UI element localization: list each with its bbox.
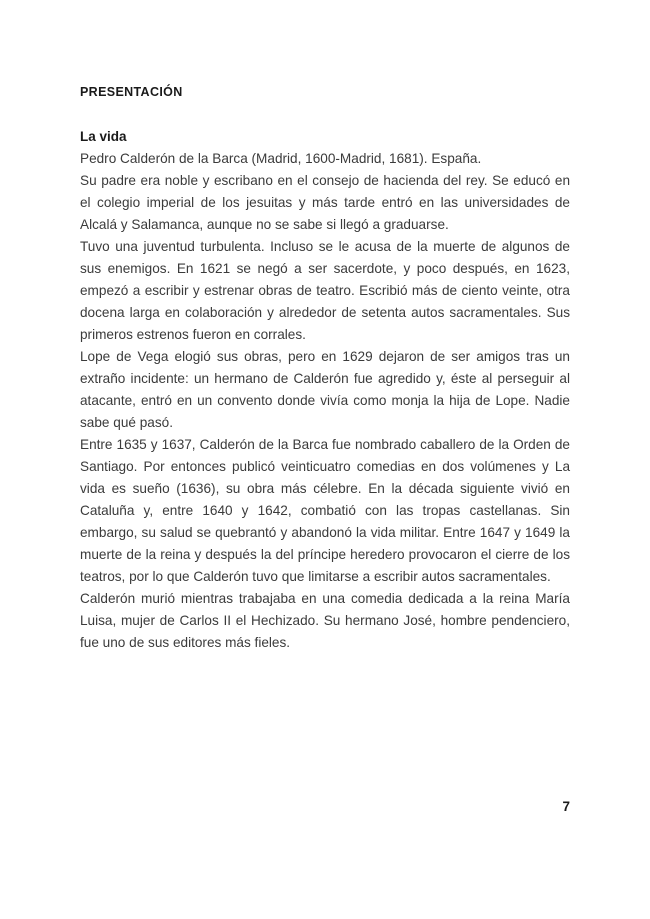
paragraph: Tuvo una juventud turbulenta. Incluso se le acusa de la muerte de algunos de sus enemigos. En 1621 se negó a ser sacerdote, y poco después, en 1623, empezó a escribir y estrenar obras de teatro. Escribió más de ciento veinte, otra docena larga en colaboración y alrededor de setenta autos sacramentales. Sus primeros estrenos fueron en corrales.: [80, 239, 570, 342]
paragraph: Entre 1635 y 1637, Calderón de la Barca fue nombrado caballero de la Orden de Santiago. Por entonces publicó veinticuatro comedias en dos volúmenes y La vida es sueño (1636), su obra más célebre. En la década siguiente vivió en Cataluña y, entre 1640 y 1642, combatió con las tropas castellanas. Sin embargo, su salud se quebrantó y abandonó la vida militar. Entre 1647 y 1649 la muerte de la reina y después la del príncipe heredero provocaron el cierre de los teatros, por lo que Calderón tuvo que limitarse a escribir autos sacramentales.: [80, 437, 570, 584]
subsection-heading: La vida: [80, 129, 127, 144]
page-title: PRESENTACIÓN: [80, 85, 183, 99]
page-number: 7: [562, 799, 570, 814]
paragraph: Su padre era noble y escribano en el consejo de hacienda del rey. Se educó en el colegio imperial de los jesuitas y más tarde entró en las universidades de Alcalá y Salamanca, aunque no se sabe si llegó a graduarse.: [80, 173, 570, 232]
page-content: [80, 84, 570, 654]
paragraph: Pedro Calderón de la Barca (Madrid, 1600-Madrid, 1681). España.: [80, 151, 482, 166]
paragraph: Calderón murió mientras trabajaba en una comedia dedicada a la reina María Luisa, mujer de Carlos II el Hechizado. Su hermano José, hombre pendenciero, fue uno de sus editores más fieles.: [80, 591, 570, 650]
title-spacer: [80, 100, 570, 126]
body-text-block: [80, 148, 570, 654]
paragraph: Lope de Vega elogió sus obras, pero en 1629 dejaron de ser amigos tras un extraño incidente: un hermano de Calderón fue agredido y, éste al perseguir al atacante, entró en un convento donde vivía como monja la hija de Lope. Nadie sabe qué pasó.: [80, 349, 570, 430]
